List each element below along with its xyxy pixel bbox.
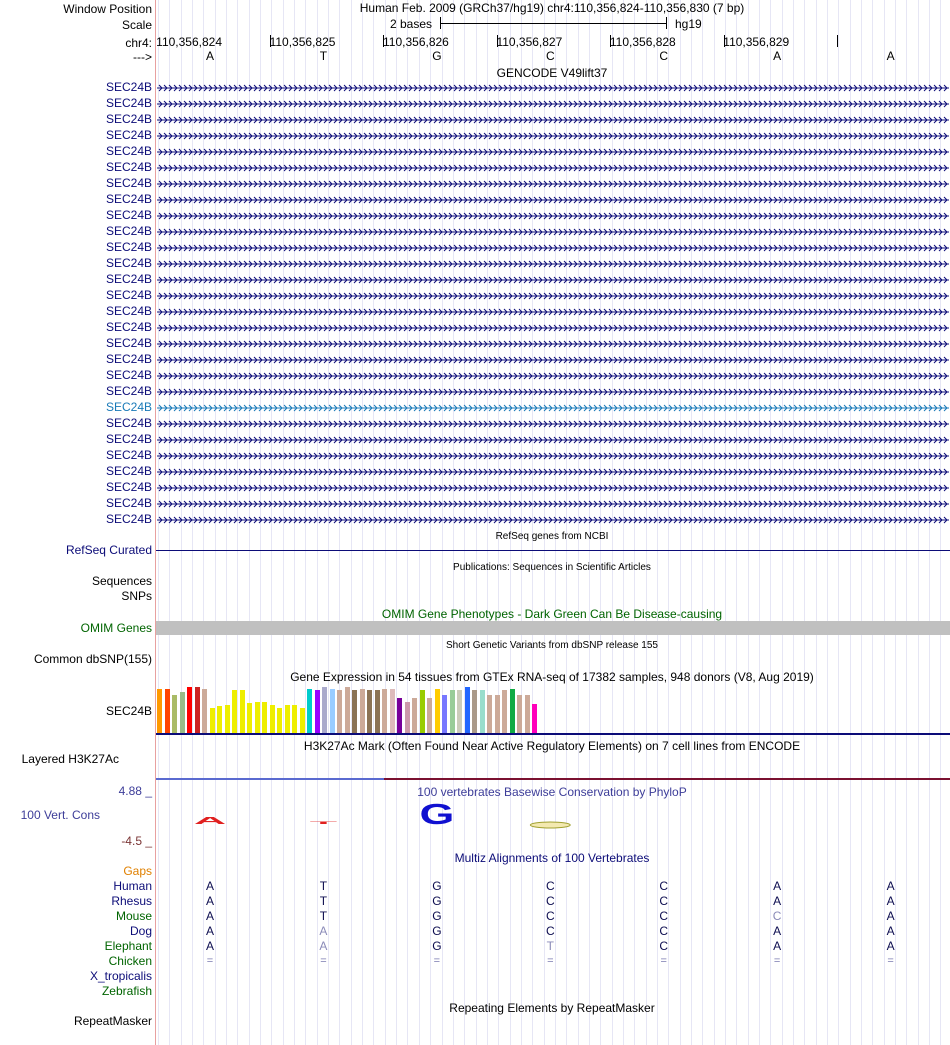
gtex-tissue-bar[interactable]	[255, 702, 260, 733]
sequences-label[interactable]: Sequences	[91, 574, 152, 588]
reference-base: A	[886, 49, 895, 63]
aligned-base: =	[887, 955, 894, 967]
transcript-line[interactable]	[157, 418, 949, 428]
species-label[interactable]: Rhesus	[111, 894, 152, 908]
transcript-line[interactable]	[157, 450, 949, 460]
gtex-tissue-bar[interactable]	[322, 687, 327, 733]
gtex-tissue-bar[interactable]	[285, 705, 290, 733]
aligned-base: T	[319, 894, 328, 908]
species-label[interactable]: Human	[113, 879, 152, 893]
transcript-label[interactable]: SEC24B	[105, 192, 152, 206]
gtex-tissue-bar[interactable]	[300, 708, 305, 733]
aligned-base: =	[206, 955, 214, 967]
omim-title: OMIM Gene Phenotypes - Dark Green Can Be Disease-causing	[381, 607, 723, 621]
aligned-base: C	[659, 924, 669, 938]
reference-base: A	[205, 49, 214, 63]
aligned-base: A	[773, 879, 782, 893]
phylop-neg-mark	[530, 822, 570, 828]
gtex-tissue-bar[interactable]	[427, 698, 432, 733]
aligned-base: A	[886, 939, 895, 953]
aligned-base: C	[545, 879, 555, 893]
gtex-tissue-bar[interactable]	[532, 704, 537, 733]
aligned-base: =	[433, 955, 441, 967]
transcript-line[interactable]	[157, 306, 949, 316]
h3k27ac-signal	[156, 778, 384, 780]
species-label[interactable]: Chicken	[108, 954, 152, 968]
gtex-tissue-bar[interactable]	[382, 689, 387, 733]
gtex-title: Gene Expression in 54 tissues from GTEx RNA-seq of 17382 samples, 948 donors (V8, Aug 2019)	[290, 670, 814, 684]
aligned-base: C	[659, 894, 669, 908]
transcript-line[interactable]	[157, 130, 949, 140]
transcript-line[interactable]	[157, 178, 949, 188]
scale-text: 2 bases	[390, 17, 433, 31]
gtex-tissue-bar[interactable]	[502, 690, 507, 733]
assembly-title: Human Feb. 2009 (GRCh37/hg19) chr4:110,356,824-110,356,830 (7 bp)	[359, 1, 745, 15]
reference-base: C	[545, 49, 555, 63]
h3k27ac-title: H3K27Ac Mark (Often Found Near Active Regulatory Elements) on 7 cell lines from ENCODE	[303, 739, 801, 753]
reference-base: T	[319, 49, 328, 63]
gtex-tissue-bar[interactable]	[180, 692, 185, 733]
aligned-base: C	[659, 939, 669, 953]
aligned-base: A	[205, 939, 214, 953]
aligned-base: A	[205, 894, 214, 908]
scale-label: Scale	[121, 18, 152, 32]
ruler-position: 110,356,826	[383, 35, 449, 49]
aligned-base: C	[545, 909, 555, 923]
phylop-logo-letter: T	[309, 820, 338, 825]
transcript-label[interactable]: SEC24B	[105, 512, 152, 526]
gtex-tissue-bar[interactable]	[225, 705, 230, 733]
phylop-logo-letter: G	[419, 800, 455, 831]
species-label[interactable]: Zebrafish	[101, 984, 152, 998]
transcript-line[interactable]	[157, 402, 949, 412]
phylop-logo-letter: A	[193, 815, 227, 827]
track-labels-panel	[0, 0, 155, 1045]
gtex-tissue-bar[interactable]	[165, 689, 170, 733]
transcript-label[interactable]: SEC24B	[105, 384, 152, 398]
ruler-position: 110,356,829	[723, 35, 790, 49]
transcript-label[interactable]: SEC24B	[105, 400, 152, 414]
aligned-base: A	[205, 879, 214, 893]
transcript-label[interactable]: SEC24B	[105, 80, 152, 94]
browser-data-area[interactable]	[156, 0, 950, 1045]
transcript-label[interactable]: SEC24B	[105, 352, 152, 366]
aligned-base: A	[886, 909, 895, 923]
transcript-label[interactable]: SEC24B	[105, 256, 152, 270]
gtex-tissue-bar[interactable]	[345, 687, 350, 733]
gtex-tissue-bar[interactable]	[352, 690, 357, 733]
transcript-label[interactable]: SEC24B	[105, 272, 152, 286]
species-label[interactable]: Elephant	[104, 939, 152, 953]
transcript-line[interactable]	[157, 162, 949, 172]
transcript-label[interactable]: SEC24B	[105, 368, 152, 382]
gtex-tissue-bar[interactable]	[210, 708, 215, 733]
gtex-tissue-bar[interactable]	[330, 689, 335, 733]
gtex-tissue-bar[interactable]	[442, 695, 447, 733]
transcript-line[interactable]	[157, 258, 949, 268]
species-label[interactable]: Dog	[129, 924, 152, 938]
transcript-label[interactable]: SEC24B	[105, 96, 152, 110]
gtex-tissue-bar[interactable]	[172, 695, 177, 733]
transcript-label[interactable]: SEC24B	[105, 464, 152, 478]
gtex-tissue-bar[interactable]	[337, 690, 342, 733]
gtex-tissue-bar[interactable]	[480, 690, 485, 733]
transcript-label[interactable]: SEC24B	[105, 144, 152, 158]
gtex-tissue-bar[interactable]	[157, 689, 162, 733]
refseq-gene-line[interactable]	[156, 550, 950, 551]
species-label[interactable]: Mouse	[115, 909, 152, 923]
transcript-label[interactable]: SEC24B	[105, 480, 152, 494]
gencode-title: GENCODE V49lift37	[496, 66, 608, 80]
gtex-tissue-bar[interactable]	[465, 687, 470, 733]
transcript-label[interactable]: SEC24B	[105, 112, 152, 126]
ruler-tick	[837, 35, 838, 47]
gtex-tissue-bar[interactable]	[390, 689, 395, 733]
transcript-line[interactable]	[157, 242, 949, 252]
h3k27ac-label[interactable]: Layered H3K27Ac	[21, 752, 119, 766]
gtex-tissue-bar[interactable]	[457, 690, 462, 733]
gtex-tissue-bar[interactable]	[412, 698, 417, 733]
gaps-label: Gaps	[123, 864, 152, 878]
aligned-base: G	[432, 909, 442, 923]
gtex-tissue-bar[interactable]	[270, 705, 275, 733]
transcript-line[interactable]	[157, 114, 949, 124]
multiz-title: Multiz Alignments of 100 Vertebrates	[454, 851, 650, 865]
transcript-label[interactable]: SEC24B	[105, 208, 152, 222]
transcript-line[interactable]	[157, 498, 949, 508]
gtex-tissue-bar[interactable]	[195, 687, 200, 733]
ruler-position: 110,356,824	[156, 35, 222, 49]
gtex-tissue-bar[interactable]	[187, 687, 192, 733]
window-position-label: Window Position	[63, 2, 152, 16]
phylop-title: 100 vertebrates Basewise Conservation by PhyloP	[417, 785, 687, 799]
gtex-tissue-bar[interactable]	[525, 695, 530, 733]
gtex-gene-label[interactable]: SEC24B	[105, 704, 152, 718]
omim-genes-label[interactable]: OMIM Genes	[80, 621, 152, 635]
gtex-tissue-bar[interactable]	[375, 690, 380, 733]
phylop-logo[interactable]	[156, 800, 950, 850]
aligned-base: G	[432, 879, 442, 893]
aligned-base: =	[773, 955, 781, 967]
aligned-base: =	[547, 955, 554, 967]
gtex-tissue-bar[interactable]	[360, 689, 365, 733]
transcript-label[interactable]: SEC24B	[105, 224, 152, 238]
transcript-line[interactable]	[157, 82, 949, 92]
scale-bar	[440, 17, 667, 29]
gtex-tissue-bar[interactable]	[397, 698, 402, 733]
aligned-base: A	[886, 924, 895, 938]
repeatmasker-label[interactable]: RepeatMasker	[73, 1014, 152, 1028]
phylop-label[interactable]: 100 Vert. Cons	[20, 808, 100, 822]
aligned-base: C	[545, 894, 555, 908]
aligned-base: A	[886, 879, 895, 893]
aligned-base: T	[319, 909, 328, 923]
gtex-tissue-bar[interactable]	[315, 690, 320, 733]
aligned-base: A	[205, 909, 214, 923]
gtex-tissue-bar[interactable]	[247, 703, 252, 733]
gtex-tissue-bar[interactable]	[435, 689, 440, 733]
transcript-line[interactable]	[157, 338, 949, 348]
chrom-label: chr4:	[125, 36, 152, 50]
gtex-tissue-bar[interactable]	[307, 689, 312, 733]
aligned-base: C	[659, 879, 669, 893]
snps-label[interactable]: SNPs	[121, 589, 152, 603]
gtex-tissue-bar[interactable]	[517, 695, 522, 733]
transcript-label[interactable]: SEC24B	[105, 432, 152, 446]
transcript-label[interactable]: SEC24B	[105, 448, 152, 462]
transcript-label[interactable]: SEC24B	[105, 176, 152, 190]
gtex-baseline	[156, 733, 950, 735]
transcript-label[interactable]: SEC24B	[105, 304, 152, 318]
gtex-tissue-bar[interactable]	[472, 690, 477, 733]
scale-assembly: hg19	[675, 17, 702, 31]
gtex-tissue-bar[interactable]	[202, 689, 207, 733]
aligned-base: A	[773, 894, 782, 908]
aligned-base: C	[772, 909, 782, 923]
transcript-line[interactable]	[157, 434, 949, 444]
aligned-base: G	[432, 894, 442, 908]
gtex-tissue-bar[interactable]	[292, 705, 297, 733]
gtex-tissue-bar[interactable]	[420, 690, 425, 733]
gtex-tissue-bar[interactable]	[495, 695, 500, 733]
repeatmasker-title: Repeating Elements by RepeatMasker	[449, 1001, 655, 1015]
gtex-tissue-bar[interactable]	[367, 690, 372, 733]
gtex-tissue-bar[interactable]	[405, 702, 410, 733]
aligned-base: =	[320, 955, 327, 967]
aligned-base: A	[319, 924, 328, 938]
omim-gene-bar[interactable]	[156, 621, 950, 635]
aligned-base: C	[659, 909, 669, 923]
species-label[interactable]: X_tropicalis	[89, 969, 152, 983]
transcript-label[interactable]: SEC24B	[105, 320, 152, 334]
transcript-label[interactable]: SEC24B	[105, 288, 152, 302]
gtex-tissue-bar[interactable]	[217, 706, 222, 733]
transcript-line[interactable]	[157, 354, 949, 364]
transcript-label[interactable]: SEC24B	[105, 336, 152, 350]
transcript-line[interactable]	[157, 226, 949, 236]
aligned-base: A	[773, 939, 782, 953]
gtex-tissue-bar[interactable]	[262, 702, 267, 733]
ruler-position: 110,356,828	[609, 35, 676, 49]
transcript-label[interactable]: SEC24B	[105, 128, 152, 142]
transcript-line[interactable]	[157, 98, 949, 108]
transcript-line[interactable]	[157, 482, 949, 492]
aligned-base: C	[545, 924, 555, 938]
aligned-base: G	[432, 939, 442, 953]
gtex-tissue-bar[interactable]	[450, 690, 455, 733]
aligned-base: A	[319, 939, 328, 953]
aligned-base: T	[319, 879, 328, 893]
transcript-label[interactable]: SEC24B	[105, 240, 152, 254]
transcript-line[interactable]	[157, 146, 949, 156]
ruler-position: 110,356,825	[269, 35, 336, 49]
refseq-title: RefSeq genes from NCBI	[495, 531, 609, 542]
dbsnp-label[interactable]: Common dbSNP(155)	[33, 652, 152, 666]
transcript-label[interactable]: SEC24B	[105, 496, 152, 510]
gtex-tissue-bar[interactable]	[232, 690, 237, 733]
transcript-line[interactable]	[157, 274, 949, 284]
reference-base: C	[659, 49, 669, 63]
dbsnp-title: Short Genetic Variants from dbSNP release 155	[446, 640, 658, 651]
gtex-tissue-bar[interactable]	[510, 689, 515, 733]
gtex-tissue-bar[interactable]	[487, 695, 492, 733]
transcript-line[interactable]	[157, 386, 949, 396]
aligned-base: A	[773, 924, 782, 938]
strand-label: --->	[133, 50, 152, 64]
transcript-line[interactable]	[157, 466, 949, 476]
gtex-tissue-bar[interactable]	[240, 690, 245, 733]
phylop-min-label: -4.5 _	[121, 834, 152, 848]
refseq-label[interactable]: RefSeq Curated	[65, 543, 152, 557]
gtex-tissue-bar[interactable]	[277, 708, 282, 733]
ruler-position: 110,356,827	[496, 35, 563, 49]
aligned-base: =	[660, 955, 667, 967]
transcript-label[interactable]: SEC24B	[105, 160, 152, 174]
transcript-line[interactable]	[157, 322, 949, 332]
transcript-line[interactable]	[157, 194, 949, 204]
publications-title: Publications: Sequences in Scientific Articles	[453, 562, 651, 573]
aligned-base: T	[546, 939, 554, 953]
aligned-base: G	[432, 924, 442, 938]
transcript-line[interactable]	[157, 370, 949, 380]
aligned-base: A	[205, 924, 214, 938]
gtex-expression-bars[interactable]	[156, 685, 950, 733]
transcript-line[interactable]	[157, 290, 949, 300]
phylop-max-label: 4.88 _	[118, 784, 152, 798]
transcript-label[interactable]: SEC24B	[105, 416, 152, 430]
aligned-base: A	[886, 894, 895, 908]
reference-base: A	[773, 49, 782, 63]
transcript-line[interactable]	[157, 514, 949, 524]
reference-base: G	[432, 49, 442, 63]
transcript-line[interactable]	[157, 210, 949, 220]
